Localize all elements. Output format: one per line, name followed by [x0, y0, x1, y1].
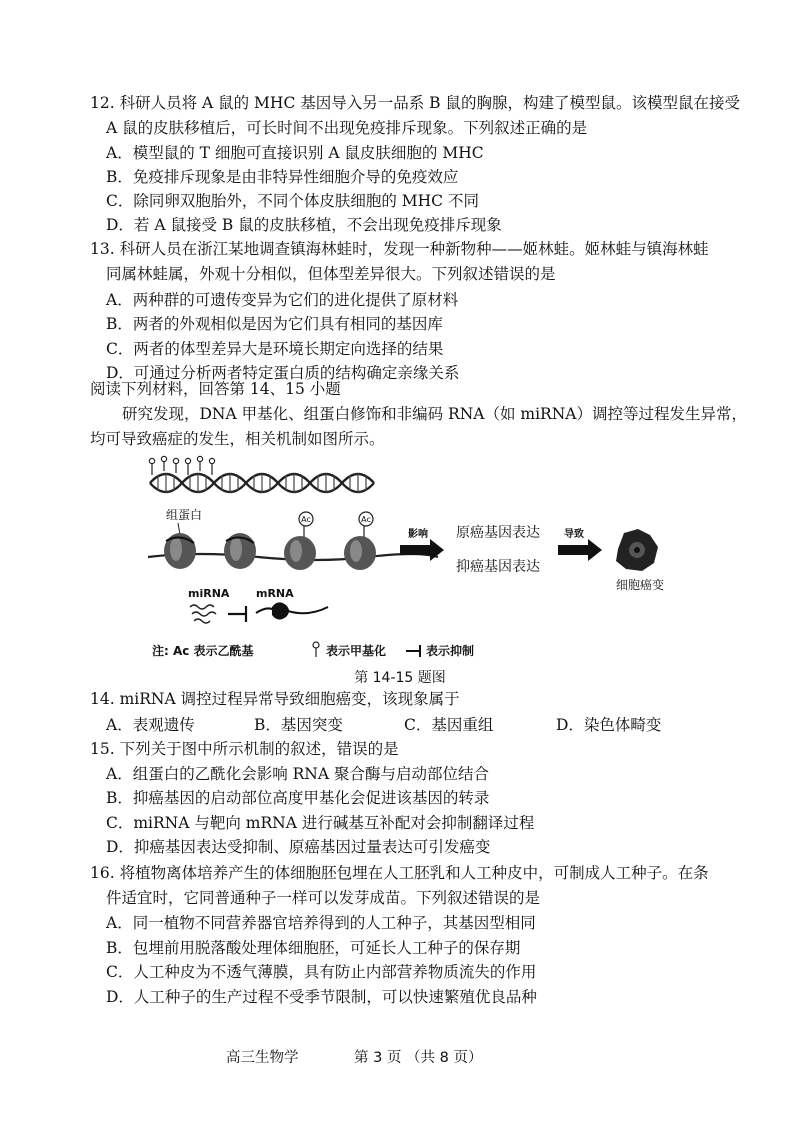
q14-options	[106, 714, 706, 736]
inhibit-legend-icon	[406, 645, 420, 657]
note-acetyl: 注: Ac 表示乙酰基	[152, 644, 254, 658]
note-inhibit: 表示抑制	[426, 644, 475, 658]
q12-stem-line2: A 鼠的皮肤移植后，可长时间不出现免疫排斥现象。下列叙述正确的是	[106, 119, 588, 137]
oncogene-expression-label: 原癌基因表达	[456, 525, 540, 541]
q13-option-d: D．可通过分析两者特定蛋白质的结构确定亲缘关系	[106, 364, 460, 382]
tumor-suppressor-expression-label: 抑癌基因表达	[456, 559, 540, 575]
q16-stem-line1: 16. 将植物离体培养产生的体细胞胚包埋在人工胚乳和人工种皮中，可制成人工种子。在条	[90, 864, 709, 882]
note-methylation: 表示甲基化	[326, 644, 387, 658]
ac-label: Ac	[301, 515, 311, 524]
q12-stem-line1: 12. 科研人员将 A 鼠的 MHC 基因导入另一品系 B 鼠的胸腺，构建了模型鼠。该模型鼠在接受	[90, 94, 740, 112]
mirna-label: miRNA	[188, 587, 230, 600]
footer-subject: 高三生物学	[226, 1050, 299, 1066]
arrow2-label: 导致	[564, 529, 584, 540]
dna-methyl-marks	[149, 456, 214, 475]
q12-option-d: D．若 A 鼠接受 B 鼠的皮肤移植，不会出现免疫排斥现象	[106, 216, 502, 234]
mirna-icon	[190, 605, 216, 623]
q16-stem-line2: 件适宜时，它同普通种子一样可以发芽成苗。下列叙述错误的是	[106, 889, 541, 907]
ac-label: Ac	[361, 515, 371, 524]
q15-option-d: D．抑癌基因表达受抑制、原癌基因过量表达可引发癌变	[106, 838, 491, 856]
mrna-icon	[256, 602, 328, 619]
q16-option-b: B．包埋前用脱落酸处理体细胞胚，可延长人工种子的保存期	[106, 939, 521, 957]
q16-option-c: C．人工种皮为不透气薄膜，具有防止内部营养物质流失的作用	[106, 963, 537, 981]
reading-para-line2: 均可导致癌症的发生，相关机制如图所示。	[90, 430, 385, 448]
q14-stem: 14. miRNA 调控过程异常导致细胞癌变，该现象属于	[90, 690, 460, 708]
cause-arrow-icon	[558, 539, 602, 561]
nucleosome	[224, 533, 256, 569]
q14-option-b: B．基因突变	[254, 716, 343, 734]
q16-option-a: A．同一植物不同营养器官培养得到的人工种子，其基因型相同	[106, 914, 536, 932]
q12-option-a: A．模型鼠的 T 细胞可直接识别 A 鼠皮肤细胞的 MHC	[106, 144, 484, 162]
reading-intro: 阅读下列材料，回答第 14、15 小题	[90, 380, 341, 398]
mrna-label: mRNA	[256, 587, 294, 600]
nucleosome-acetylated	[344, 512, 376, 570]
mechanism-figure	[138, 455, 698, 667]
q15-option-c: C．miRNA 与靶向 mRNA 进行碱基互补配对会抑制翻译过程	[106, 814, 535, 832]
cancer-cell-icon	[616, 529, 658, 571]
figure-caption: 第 14-15 题图	[354, 670, 446, 686]
q13-option-c: C．两者的体型差异大是环境长期定向选择的结果	[106, 340, 444, 358]
q13-option-b: B．两者的外观相似是因为它们具有相同的基因库	[106, 315, 443, 333]
footer-page-number: 第 3 页 （共 8 页）	[354, 1050, 483, 1066]
methyl-pin-icon	[313, 642, 319, 657]
reading-para-line1: 研究发现，DNA 甲基化、组蛋白修饰和非编码 RNA（如 miRNA）调控等过程发生异常，	[122, 405, 747, 423]
cell-cancer-label: 细胞癌变	[616, 578, 665, 592]
inhibit-icon	[228, 606, 246, 622]
q12-option-b: B．免疫排斥现象是由非特异性细胞介导的免疫效应	[106, 168, 459, 186]
nucleosome-acetylated	[284, 512, 316, 570]
q13-stem-line1: 13. 科研人员在浙江某地调查镇海林蛙时，发现一种新物种——姬林蛙。姬林蛙与镇海林蛙	[90, 240, 709, 258]
nucleosome	[164, 533, 196, 569]
dna-helix	[150, 473, 374, 493]
q15-option-b: B．抑癌基因的启动部位高度甲基化会促进该基因的转录	[106, 789, 490, 807]
q12-option-c: C．除同卵双胞胎外，不同个体皮肤细胞的 MHC 不同	[106, 192, 479, 210]
q13-stem-line2: 同属林蛙属，外观十分相似，但体型差异很大。下列叙述错误的是	[106, 265, 556, 283]
histone-label: 组蛋白	[166, 508, 203, 522]
q14-option-d: D．染色体畸变	[556, 716, 662, 734]
q13-option-a: A．两种群的可遗传变异为它们的进化提供了原材料	[106, 291, 459, 309]
q15-stem: 15. 下列关于图中所示机制的叙述，错误的是	[90, 740, 399, 758]
q16-option-d: D．人工种子的生产过程不受季节限制，可以快速繁殖优良品种	[106, 988, 537, 1006]
arrow1-label: 影响	[408, 529, 428, 540]
q14-option-a: A．表观遗传	[106, 716, 195, 734]
q15-option-a: A．组蛋白的乙酰化会影响 RNA 聚合酶与启动部位结合	[106, 765, 489, 783]
q14-option-c: C．基因重组	[404, 716, 494, 734]
